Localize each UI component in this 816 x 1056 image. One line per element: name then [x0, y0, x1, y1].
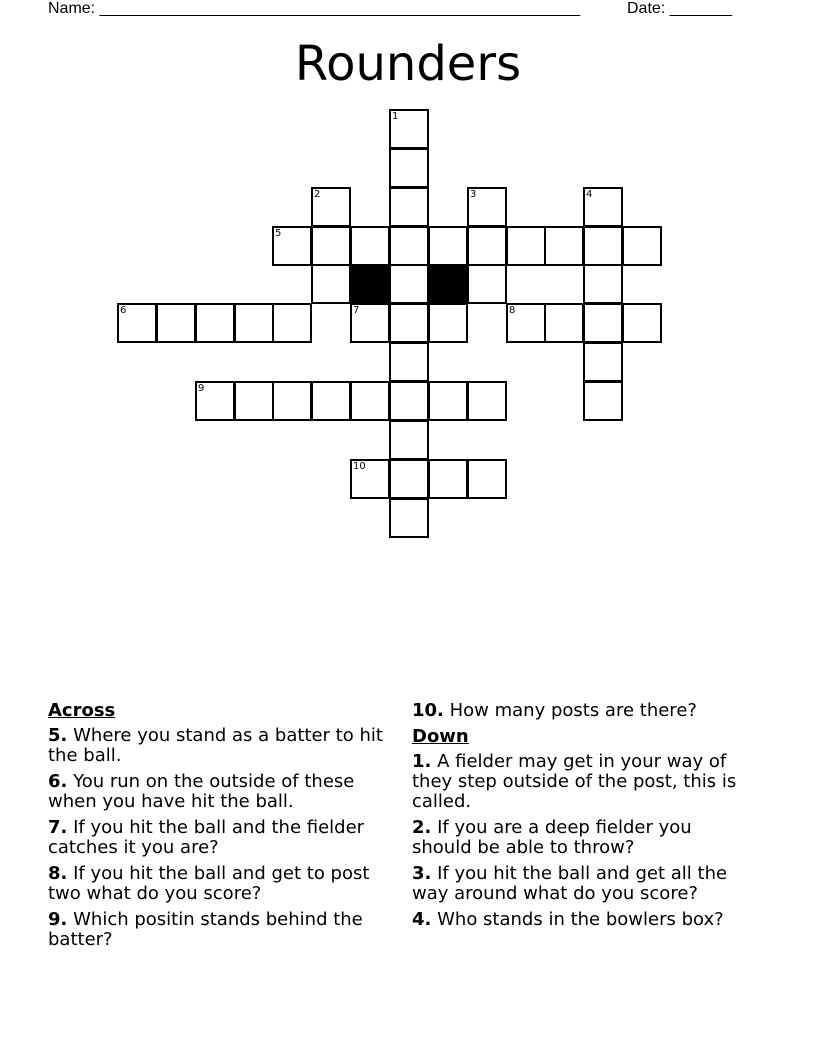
grid-cell[interactable]	[195, 303, 235, 343]
grid-cell[interactable]	[428, 303, 468, 343]
grid-cell[interactable]	[583, 187, 623, 227]
grid-cell[interactable]	[195, 381, 235, 421]
grid-cell[interactable]	[544, 303, 584, 343]
across-heading: Across	[48, 700, 116, 721]
name-field-line: Name: ______________________________________________________	[48, 0, 581, 17]
grid-cell[interactable]	[117, 303, 157, 343]
grid-cell[interactable]	[389, 420, 429, 460]
grid-cell[interactable]	[350, 381, 390, 421]
grid-cell[interactable]	[272, 303, 312, 343]
grid-cell[interactable]	[583, 264, 623, 304]
cell-number: 5	[275, 228, 282, 239]
clue-text: If you are a deep fielder you should be able to throw?	[412, 817, 692, 858]
clue-number: 7.	[48, 817, 68, 838]
grid-cell[interactable]	[467, 381, 507, 421]
grid-cell[interactable]	[583, 381, 623, 421]
clue-text: If you hit the ball and get all the way around what do you score?	[412, 863, 728, 904]
clue-across-5	[48, 726, 388, 766]
clue-across-6	[48, 772, 388, 812]
clue-down-4	[412, 910, 752, 930]
clue-text: Who stands in the bowlers box?	[437, 909, 724, 930]
clue-number: 9.	[48, 909, 68, 930]
grid-cell[interactable]	[311, 381, 351, 421]
cell-number: 3	[470, 189, 477, 200]
grid-cell[interactable]	[583, 342, 623, 382]
grid-cell[interactable]	[350, 459, 390, 499]
grid-cell[interactable]	[389, 148, 429, 188]
grid-cell[interactable]	[583, 303, 623, 343]
grid-cell[interactable]	[389, 226, 429, 266]
cell-number: 6	[120, 305, 127, 316]
clue-text: A fielder may get in your way of they step outside of the post, this is called.	[412, 751, 737, 812]
clue-down-1	[412, 752, 752, 812]
grid-cell[interactable]	[389, 459, 429, 499]
clue-text: Which positin stands behind the batter?	[48, 909, 363, 950]
clue-across-7	[48, 818, 388, 858]
grid-cell[interactable]	[156, 303, 196, 343]
grid-cell[interactable]	[467, 226, 507, 266]
cell-number: 7	[353, 305, 360, 316]
grid-cell[interactable]	[389, 498, 429, 538]
grid-cell[interactable]	[389, 187, 429, 227]
clue-across-10	[412, 701, 752, 721]
clue-number: 4.	[412, 909, 432, 930]
grid-cell[interactable]	[234, 381, 274, 421]
grid-cell[interactable]	[622, 226, 662, 266]
clue-text: How many posts are there?	[449, 700, 697, 721]
grid-cell[interactable]	[311, 226, 351, 266]
grid-cell[interactable]	[311, 187, 351, 227]
clues-left-column	[48, 701, 388, 956]
clue-number: 6.	[48, 771, 68, 792]
grid-cell[interactable]	[467, 459, 507, 499]
clue-text: You run on the outside of these when you have hit the ball.	[48, 771, 355, 812]
cell-number: 9	[198, 383, 205, 394]
grid-cell[interactable]	[428, 381, 468, 421]
grid-cell[interactable]	[506, 303, 546, 343]
grid-cell[interactable]	[622, 303, 662, 343]
clue-number: 2.	[412, 817, 432, 838]
grid-cell[interactable]	[272, 226, 312, 266]
grid-cell[interactable]	[467, 264, 507, 304]
grid-cell[interactable]	[389, 381, 429, 421]
clue-text: If you hit the ball and get to post two what do you score?	[48, 863, 370, 904]
grid-cell[interactable]	[350, 303, 390, 343]
blocked-cell	[350, 264, 390, 304]
clue-number: 3.	[412, 863, 432, 884]
cell-number: 4	[586, 189, 593, 200]
clue-text: Where you stand as a batter to hit the ball.	[48, 725, 383, 766]
down-heading: Down	[412, 726, 469, 747]
cell-number: 8	[509, 305, 516, 316]
grid-cell[interactable]	[311, 264, 351, 304]
page-title: Rounders	[294, 36, 522, 92]
clue-across-8	[48, 864, 388, 904]
cell-number: 1	[392, 111, 399, 122]
clues-right-column	[412, 701, 752, 936]
cell-number: 10	[353, 461, 366, 472]
clue-across-9	[48, 910, 388, 950]
grid-cell[interactable]	[544, 226, 584, 266]
clue-number: 5.	[48, 725, 68, 746]
clue-text: If you hit the ball and the fielder catches it you are?	[48, 817, 365, 858]
grid-cell[interactable]	[428, 459, 468, 499]
clue-down-2	[412, 818, 752, 858]
grid-cell[interactable]	[467, 187, 507, 227]
grid-cell[interactable]	[234, 303, 274, 343]
grid-cell[interactable]	[428, 226, 468, 266]
clue-number: 8.	[48, 863, 68, 884]
grid-cell[interactable]	[583, 226, 623, 266]
cell-number: 2	[314, 189, 321, 200]
grid-cell[interactable]	[389, 342, 429, 382]
grid-cell[interactable]	[389, 109, 429, 149]
grid-cell[interactable]	[389, 303, 429, 343]
blocked-cell	[428, 264, 468, 304]
grid-cell[interactable]	[350, 226, 390, 266]
grid-cell[interactable]	[272, 381, 312, 421]
grid-cell[interactable]	[506, 226, 546, 266]
clue-number: 1.	[412, 751, 432, 772]
clue-down-3	[412, 864, 752, 904]
clue-number: 10.	[412, 700, 444, 721]
date-field-line: Date: _______	[627, 0, 732, 17]
grid-cell[interactable]	[389, 264, 429, 304]
